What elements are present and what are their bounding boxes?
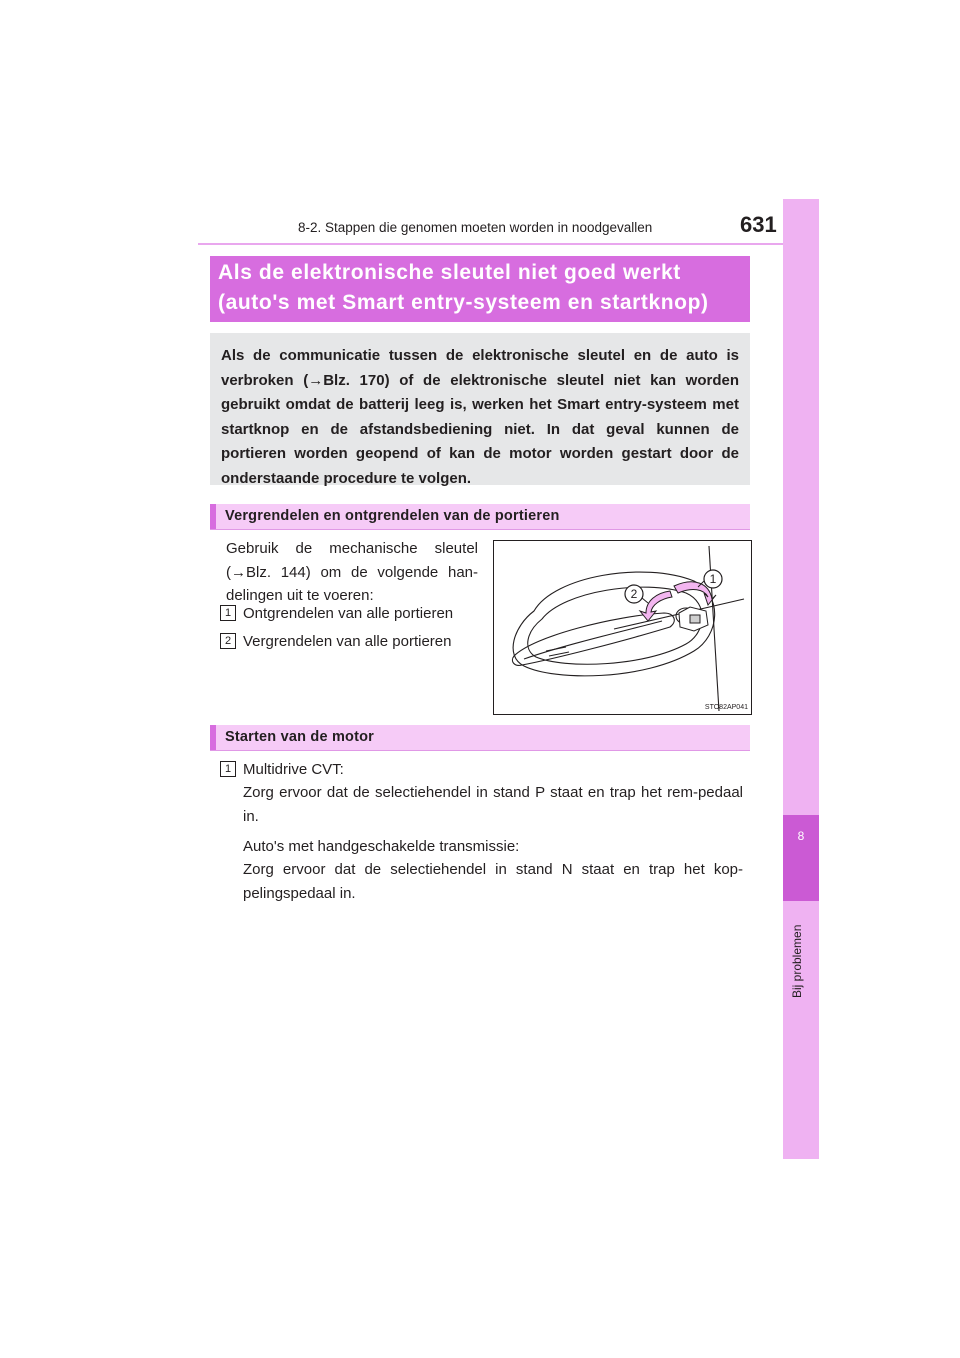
- page-title-line-2: (auto's met Smart entry-systeem en startknop): [218, 291, 709, 314]
- header-divider: [198, 243, 818, 245]
- step-number-badge: 2: [220, 633, 236, 649]
- lock-paragraph: Gebruik de mechanische sleutel (→Blz. 144) om de volgende han-delingen uit te voeren:: [226, 540, 478, 604]
- door-handle-figure: [493, 540, 752, 715]
- page-title-line-1: Als de elektronische sleutel niet goed werkt: [218, 261, 681, 284]
- page-number: 631: [740, 212, 777, 237]
- step-number-badge: 1: [220, 605, 236, 621]
- chapter-label: Bij problemen: [790, 924, 804, 998]
- section-heading-bar: [210, 725, 216, 750]
- step-text-lock: Vergrendelen van alle portieren: [243, 633, 452, 650]
- section-heading-start: [210, 725, 750, 751]
- cvt-instruction: Zorg ervoor dat de selectiehendel in stand P staat en trap het rem-pedaal in.: [243, 784, 743, 825]
- section-breadcrumb: 8-2. Stappen die genomen moeten worden in noodgevallen: [298, 220, 653, 235]
- cvt-label: Multidrive CVT:: [243, 761, 344, 778]
- section-heading-text: Starten van de motor: [225, 729, 375, 745]
- chapter-side-tab: [783, 199, 819, 1159]
- section-heading-bar: [210, 504, 216, 529]
- section-heading-text: Vergrendelen en ontgrendelen van de portieren: [225, 508, 560, 524]
- chapter-number: 8: [797, 829, 805, 843]
- section-heading-lock: [210, 504, 750, 530]
- figure-code: STO82AP041: [704, 704, 748, 711]
- step-number-badge: 1: [220, 761, 236, 777]
- intro-text: Als de communicatie tussen de elektronische sleutel en de auto is verbroken (→Blz. 170) of de elektronische sleutel niet kan worden gebruikt omdat de batterij leeg is, werken het Smart entry-systeem met startknop en de afstandsbediening niet. In dat geval kunnen de portieren worden geopend of kan de motor worden gestart door de onderstaande procedure te volgen.: [221, 347, 739, 487]
- chapter-number-box: [783, 815, 819, 901]
- figure-callout-2: 2: [630, 587, 638, 601]
- manual-label: Auto's met handgeschakelde transmissie:: [243, 838, 520, 855]
- step-text-unlock: Ontgrendelen van alle portieren: [243, 605, 454, 622]
- figure-callout-1: 1: [709, 572, 717, 586]
- door-handle-illustration: [494, 541, 751, 714]
- manual-instruction: Zorg ervoor dat de selectiehendel in stand N staat en trap het kop-pelingspedaal in.: [243, 861, 743, 902]
